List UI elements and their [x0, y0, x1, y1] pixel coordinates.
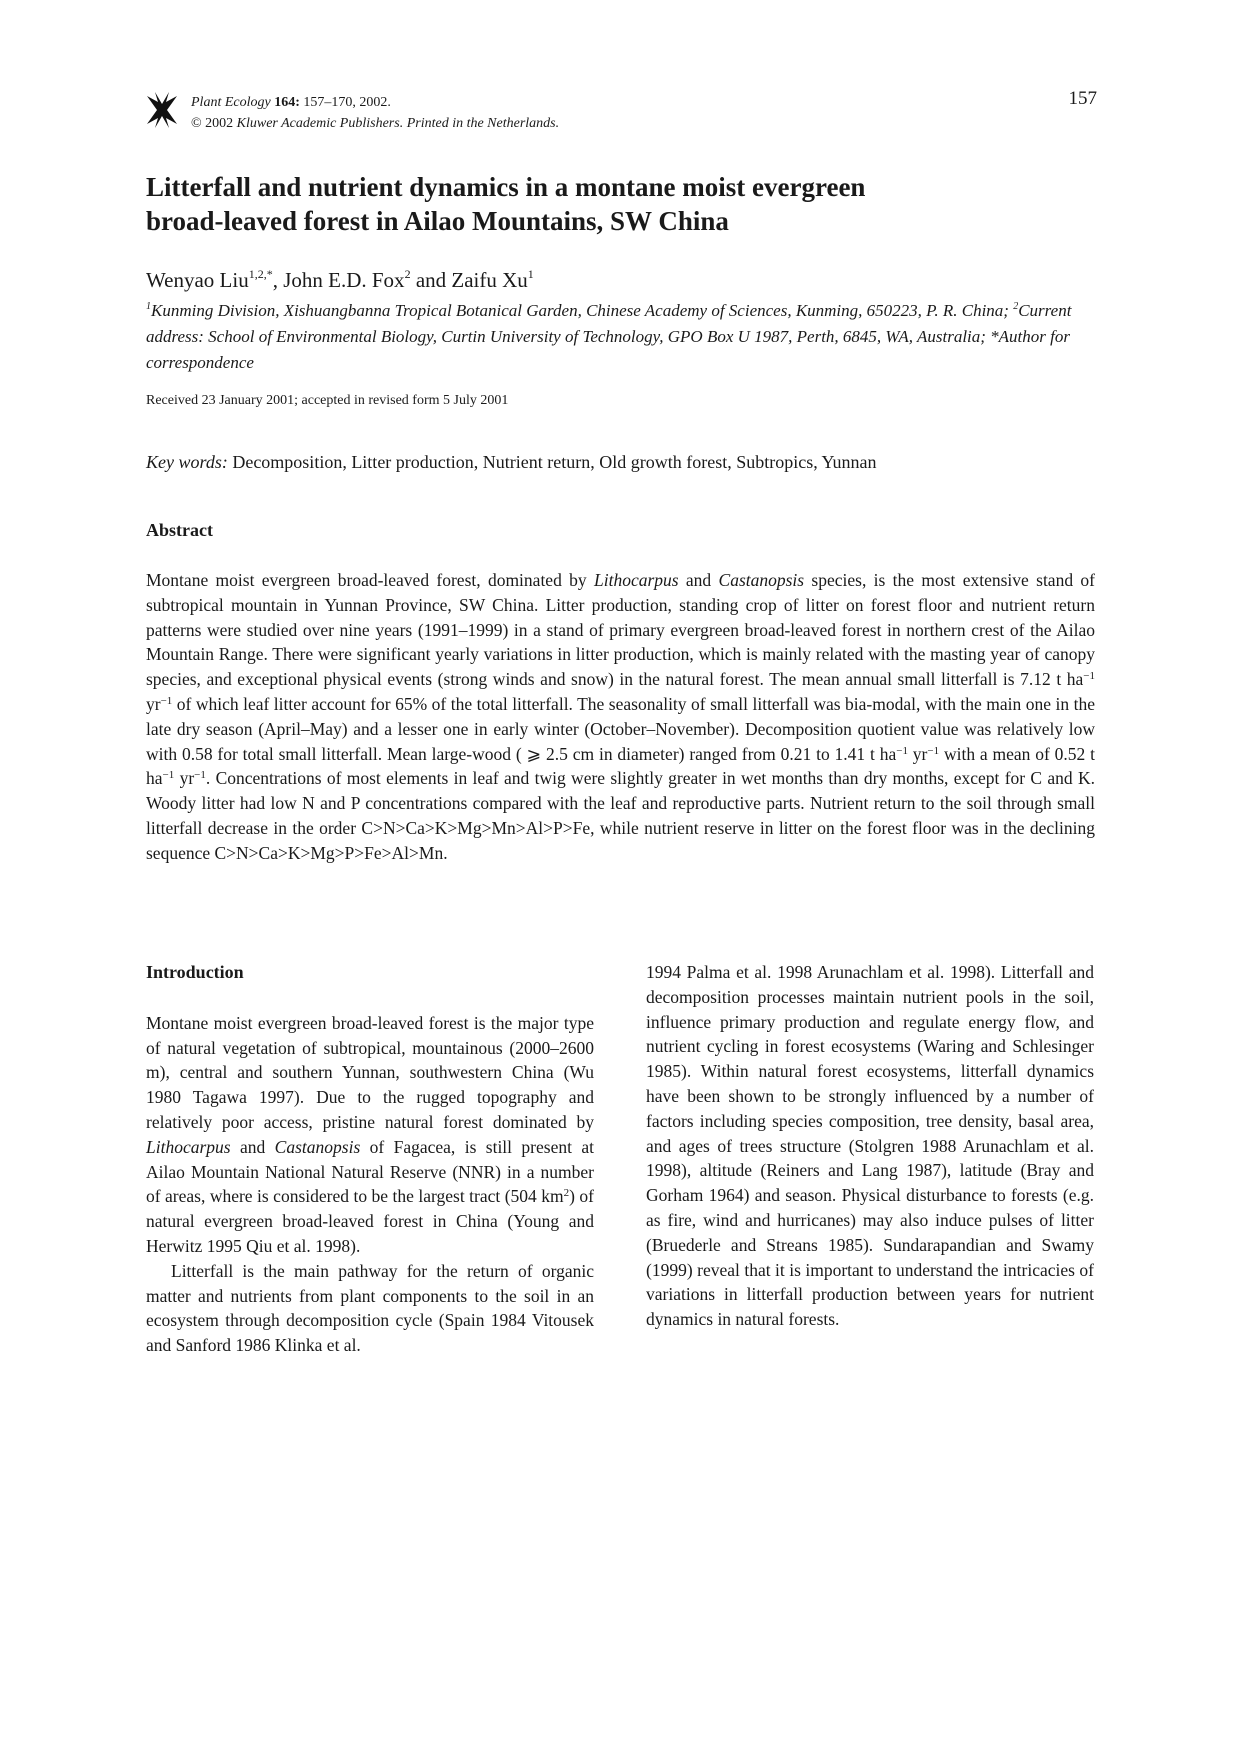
- copyright-line: [191, 113, 559, 134]
- abstract-text: of which leaf litter account for 65% of the total litterfall. The seasonality of small litterfall was bia-modal, with the main one in the late dry season (April–May) and a lesser one in early winter (October–November). Decomposition quotient value was relatively low with 0.58 for total small litterfall. Mean large-wood ( ⩾ 2.5 cm in diameter) ranged from 0.21 to 1.41 t ha: [146, 693, 1095, 764]
- species-name: Castanopsis: [274, 1136, 361, 1157]
- author-name: Wenyao Liu: [146, 268, 249, 292]
- copyright-year: 2002: [205, 116, 234, 131]
- intro-column-right: [646, 960, 1094, 1332]
- journal-pages: 157–170, 2002.: [303, 95, 391, 110]
- abstract-text: yr: [907, 743, 928, 764]
- journal-volume: 164:: [274, 95, 300, 110]
- unit-exponent: −1: [1083, 670, 1095, 683]
- abstract-text: species, is the most extensive stand of subtropical mountain in Yunnan Province, SW China. Litter production, standing crop of litter on forest floor and nutrient return patterns were studied over nine years (1991–1999) in a stand of primary evergreen broad-leaved forest in northern crest of the Ailao Mountain Range. There were significant yearly variations in litter production, which is mainly related with the masting year of canopy species, and exceptional physical events (strong winds and snow) in the natural forest. The mean annual small litterfall is 7.12 t ha: [146, 570, 1095, 690]
- affil-text: Current address: School of Environmental Biology, Curtin University of Technology, GPO Box U 1987, Perth, 6845, WA, Australia; *Author for correspondence: [146, 301, 1072, 372]
- author-affil-sup: 1,2,*: [248, 267, 273, 281]
- author-separator: and: [410, 268, 452, 292]
- title-line-1: Litterfall and nutrient dynamics in a montane moist evergreen: [146, 172, 866, 202]
- authors-line: [146, 268, 534, 293]
- unit-exponent: −1: [194, 769, 206, 782]
- intro-text: and: [230, 1136, 275, 1157]
- species-name: Lithocarpus: [593, 570, 679, 590]
- intro-text: Montane moist evergreen broad-leaved forest is the major type of natural vegetation of subtropical, mountainous (2000–2600 m), central and southern Yunnan, southwestern China (Wu 1980 Tagawa 1997). Due to the rugged topography and relatively poor access, pristine natural forest dominated by: [146, 1012, 594, 1132]
- author-name: John E.D. Fox: [283, 268, 405, 292]
- page-number: 157: [1068, 88, 1097, 109]
- abstract-heading: Abstract: [146, 520, 213, 540]
- keywords-line: [146, 452, 877, 473]
- unit-exponent: −1: [160, 694, 173, 707]
- author-separator: ,: [272, 268, 284, 292]
- author-affil-sup: 1: [527, 267, 534, 281]
- publisher-text: Kluwer Academic Publishers. Printed in the Netherlands.: [236, 116, 560, 131]
- species-name: Castanopsis: [718, 570, 805, 590]
- unit-exponent: −1: [162, 769, 175, 782]
- publisher-logo-icon: [145, 90, 179, 130]
- abstract-text: with a mean of 0.52 t ha: [146, 743, 1096, 789]
- journal-citation: [191, 92, 559, 134]
- journal-line: [191, 92, 559, 113]
- unit-exponent: 2: [563, 1187, 570, 1200]
- affil-sup: 2: [1013, 301, 1019, 312]
- copyright-symbol: ©: [191, 116, 202, 131]
- abstract-text: . Concentrations of most elements in leaf and twig were slightly greater in wet months than dry months, except for C and K. Woody litter had low N and P concentrations compared with the leaf and reproductive parts. Nutrient return to the soil through small litterfall decrease in the order C>N>Ca>K>Mg>Mn>Al>P>Fe, while nutrient reserve in litter on the forest floor was in the declining sequence C>N>Ca>K>Mg>P>Fe>Al>Mn.: [146, 768, 1096, 863]
- intro-paragraph-1: [146, 1011, 594, 1259]
- abstract-body: [146, 568, 1095, 866]
- intro-column-left: [146, 960, 594, 1358]
- keywords-label: Key words:: [146, 452, 228, 472]
- species-name: Lithocarpus: [146, 1136, 231, 1157]
- abstract-text: yr: [174, 768, 195, 789]
- affil-text: Kunming Division, Xishuangbanna Tropical Botanical Garden, Chinese Academy of Sciences, Kunming, 650223, P. R. China;: [151, 301, 1014, 320]
- unit-exponent: −1: [927, 744, 940, 757]
- intro-text: of Fagacea, is still present at Ailao Mountain National Natural Reserve (NNR) in a number of areas, where is considered to be the largest tract (504 km: [146, 1136, 594, 1207]
- author-affil-sup: 2: [404, 267, 411, 281]
- title-line-2: broad-leaved forest in Ailao Mountains, SW China: [146, 206, 729, 236]
- intro-paragraph-2-continued: 1994 Palma et al. 1998 Arunachlam et al. 1998). Litterfall and decomposition processes maintain nutrient pools in the soil, influence primary production and regulate energy flow, and nutrient cycling in forest ecosystems (Waring and Schlesinger 1985). Within natural forest ecosystems, litterfall dynamics have been shown to be strongly influenced by a number of factors including species composition, tree density, basal area, and ages of trees structure (Stolgren 1988 Arunachlam et al. 1998), altitude (Reiners and Lang 1987), latitude (Bray and Gorham 1964) and season. Physical disturbance to forests (e.g. as fire, wind and hurricanes) may also induce pulses of litter (Bruederle and Streans 1985). Sundarapandian and Swamy (1999) reveal that it is important to understand the intricacies of variations in litterfall production between years for nutrient dynamics in natural forests.: [646, 962, 1094, 1330]
- abstract-text: yr: [146, 693, 161, 714]
- abstract-text: Montane moist evergreen broad-leaved forest, dominated by: [146, 570, 594, 590]
- journal-name: Plant Ecology: [191, 95, 271, 110]
- received-dates: Received 23 January 2001; accepted in revised form 5 July 2001: [146, 393, 509, 408]
- author-name: Zaifu Xu: [451, 268, 528, 292]
- abstract-text: and: [678, 570, 719, 590]
- introduction-heading: Introduction: [146, 962, 244, 982]
- intro-paragraph-2: Litterfall is the main pathway for the return of organic matter and nutrients from plant components to the soil in an ecosystem through decomposition cycle (Spain 1984 Vitousek and Sanford 1986 Klinka et al.: [146, 1260, 594, 1356]
- keywords-text: Decomposition, Litter production, Nutrient return, Old growth forest, Subtropics, Yunnan: [227, 452, 877, 472]
- unit-exponent: −1: [896, 744, 908, 757]
- intro-text: ) of natural evergreen broad-leaved forest in China (Young and Herwitz 1995 Qiu et al. 1998).: [146, 1186, 594, 1256]
- affiliations: [146, 298, 1106, 376]
- paper-title: [146, 170, 1096, 238]
- affil-sup: 1: [146, 301, 151, 312]
